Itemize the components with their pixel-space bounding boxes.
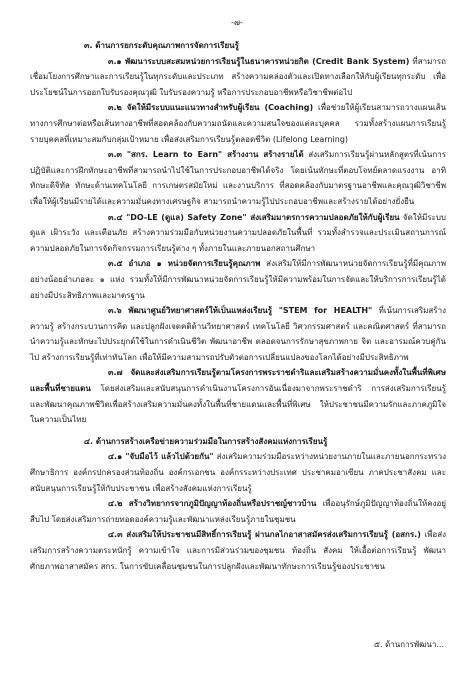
item-3-5-text: ส่งเสริมให้มีการพัฒนาหน่วยจัดการเรียนรู้ที่มีคุณภาพ อย่างน้อยอำเภอละ ๑ แห่ง รวมทั้งให้มีการพัฒนาหน่วยจัดการเรียนรู้ให้มีความพร้อมในการจัดและให้บริการการเรียนรู้ได้อย่างมีประสิทธิภาพและมาตรฐาน	[30, 259, 446, 300]
item-3-2-title: ๓.๒ จัดให้มีระบบแนะแนวทางสำหรับผู้เรียน (Coaching)	[108, 103, 314, 113]
item-3-1-title: ๓.๑ พัฒนาระบบสะสมหน่วยการเรียนรู้ในธนาคารหน่วยกิต (Credit Bank System)	[108, 56, 410, 66]
paragraph-3-4	[30, 210, 446, 257]
item-3-2-text: เพื่อช่วยให้ผู้เรียนสามารถวางแผนเส้นทางการศึกษาต่อหรือเส้นทางอาชีพที่สอดคล้องกับความถนัดและความสนใจของแต่ละบุคคล รวมทั้งสร้างแผนการเรียนรู้รายบุคคลที่เหมาะสมกับกลุ่มเป้าหมาย เพื่อส่งเสริมการเรียนรู้ตลอดชีวิต (Lifelong Learning)	[30, 103, 447, 144]
item-4-3-title: ๔.๓ ส่งเสริมให้ประชาชนมีสิทธิ์การเรียนรู้ ผ่านกลไกอาสาสมัครส่งเสริมการเรียนรู้ (อสกร.)	[108, 530, 421, 540]
item-3-3-title: ๓.๓ "สกร. Learn to Earn" สร้างงาน สร้างรายได้	[108, 150, 304, 160]
paragraph-3-6	[30, 303, 446, 365]
item-4-1-title: ๔.๑ "จับมือไว้ แล้วไปด้วยกัน"	[108, 452, 214, 462]
paragraph-3-3	[30, 147, 446, 209]
paragraph-3-5	[30, 256, 446, 303]
item-4-1-text: ส่งเสริมความร่วมมือระหว่างหน่วยงานภายในและภายนอกกระทรวงศึกษาธิการ องค์กรปกครองส่วนท้องถิ่น องค์กรเอกชน องค์กรระหว่างประเทศ ประชาคมอาเซียน ภาคประชาสังคม และสนับสนุนการเรียนรู้ให้กับประชาชน เพื่อสร้างสังคมแห่งการเรียนรู้	[30, 452, 446, 493]
document-body	[30, 38, 446, 574]
item-3-7-text: โดยส่งเสริมและสนับสนุนการดำเนินงานโครงการอันเนื่องมาจากพระราชดำริ การส่งเสริมการเรียนรู้ และพัฒนาคุณภาพชีวิตเพื่อสร้างเสริมความมั่นคงทั้งในพื้นที่ชายแดนและพื้นที่พิเศษ ให้ประชาชนมีความรักและภาคภูมิใจในความเป็นไทย	[30, 384, 446, 425]
item-4-2-text: เพื่ออนุรักษ์ภูมิปัญญาท้องถิ่นให้คงอยู่สืบไป โดยส่งเสริมการถ่ายทอดองค์ความรู้และพัฒนาแหล่งเรียนรู้ภายในชุมชน	[30, 499, 446, 524]
section-4-heading: ๔. ด้านการสร้างเครือข่ายความร่วมมือในการสร้างสังคมแห่งการเรียนรู้	[84, 436, 328, 446]
item-3-5-title: ๓.๕ อำเภอ ๑ หน่วยจัดการเรียนรู้คุณภาพ	[108, 259, 261, 269]
item-3-4-text: จัดให้มีระบบดูแล เฝ้าระวัง และเตือนภัย สร้างความร่วมมือกับหน่วยงานความปลอดภัยในพื้นที่ รวมทั้งสำรวจและประเมินสถานการณ์ความปลอดภัยในการจัดกิจกรรมการเรียนรู้ต่าง ๆ ทั้งภายในและภายนอกสถานศึกษา	[30, 212, 447, 253]
page-number: -๗-	[231, 18, 243, 27]
paragraph-4-1	[30, 449, 446, 496]
paragraph-3-7	[30, 365, 446, 427]
item-3-6-title: ๓.๖ พัฒนาศูนย์วิทยาศาสตร์ให้เป็นแหล่งเรียนรู้ "STEM for HEALTH"	[108, 306, 373, 316]
item-3-6-text: ที่เน้นการเสริมสร้างความรู้ สร้างกระบวนการคิด และปลูกฝังเจตคติด้านวิทยาศาสตร์ เทคโนโลยี วิศวกรรมศาสตร์ และคณิตศาสตร์ ที่สามารถนำความรู้และทักษะไปประยุกต์ใช้ในการดำเนินชีวิต พัฒนาอาชีพ ตลอดจนการรักษาสุขภาพกาย จิต และอารมณ์ควบคู่กันไป สร้างการเรียนรู้ที่เท่าทันโลก เพื่อให้มีความสามารถปรับตัวต่อการเปลี่ยนแปลงของโลกได้อย่างมีประสิทธิภาพ	[30, 306, 446, 362]
item-3-4-title: ๓.๔ "DO-LE (ดูแล) Safety Zone" ส่งเสริมมาตรการความปลอดภัยให้กับผู้เรียน	[108, 212, 400, 222]
item-3-7-title: ๓.๗ จัดและส่งเสริมการเรียนรู้ตามโครงการพระราชดำริและเสริมสร้างความมั่นคงทั้งในพื้นที่พิเศษและพื้นที่ชายแดน	[30, 368, 446, 394]
item-3-1-text: ที่สามารถเชื่อมโยงการศึกษาและการเรียนรู้ในทุกระดับและประเภท สร้างความคล่องตัวและเปิดทางเลือกให้กับผู้เรียนทุกระดับ เพื่อประโยชน์ในการออกใบรับรองคุณวุฒิ ใบรับรองความรู้ หรือการประกอบอาชีพหรือวิชาชีพต่อไป	[30, 56, 446, 97]
paragraph-3-1	[30, 54, 446, 101]
item-4-2-title: ๔.๒ สร้างวิทยากรจากภูมิปัญญาท้องถิ่นหรือปราชญ์ชาวบ้าน	[108, 499, 317, 509]
item-4-3-text: เพื่อส่งเสริมการสร้างความตระหนักรู้ ความเข้าใจ และการมีส่วนร่วมของชุมชน ท้องถิ่น สังคม ให้เอื้อต่อการเรียนรู้ พัฒนาศักยภาพอาสาสมัคร สกร. ในการขับเคลื่อนชุมชนในการปลูกฝังและพัฒนาทักษะการเรียนรู้ของประชาชน	[30, 530, 446, 571]
paragraph-3-2	[30, 100, 446, 147]
paragraph-4-3	[30, 527, 446, 574]
section-3-heading: ๓. ด้านการยกระดับคุณภาพการจัดการเรียนรู้	[84, 41, 239, 50]
item-3-3-text: ส่งเสริมการเรียนรู้ผ่านหลักสูตรที่เน้นการปฏิบัติและการฝึกทักษะอาชีพที่สามารถนำไปใช้ในการประกอบอาชีพได้จริง โดยเน้นทักษะที่ตอบโจทย์ตลาดแรงงาน อาทิ ทักษะดิจิทัล ทักษะด้านเทคโนโลยี การเกษตรสมัยใหม่ และงานบริการ ที่สอดคล้องกับมาตรฐานอาชีพและคุณวุฒิวิชาชีพ เพื่อให้ผู้เรียนมีรายได้และความมั่นคงทางเศรษฐกิจ สามารถนำความรู้ไปประกอบอาชีพและสร้างรายได้อย่างยั่งยืน	[30, 150, 446, 206]
paragraph-4-2	[30, 496, 446, 527]
continuation-footer: ๕. ด้านการพัฒนา...	[373, 640, 444, 649]
